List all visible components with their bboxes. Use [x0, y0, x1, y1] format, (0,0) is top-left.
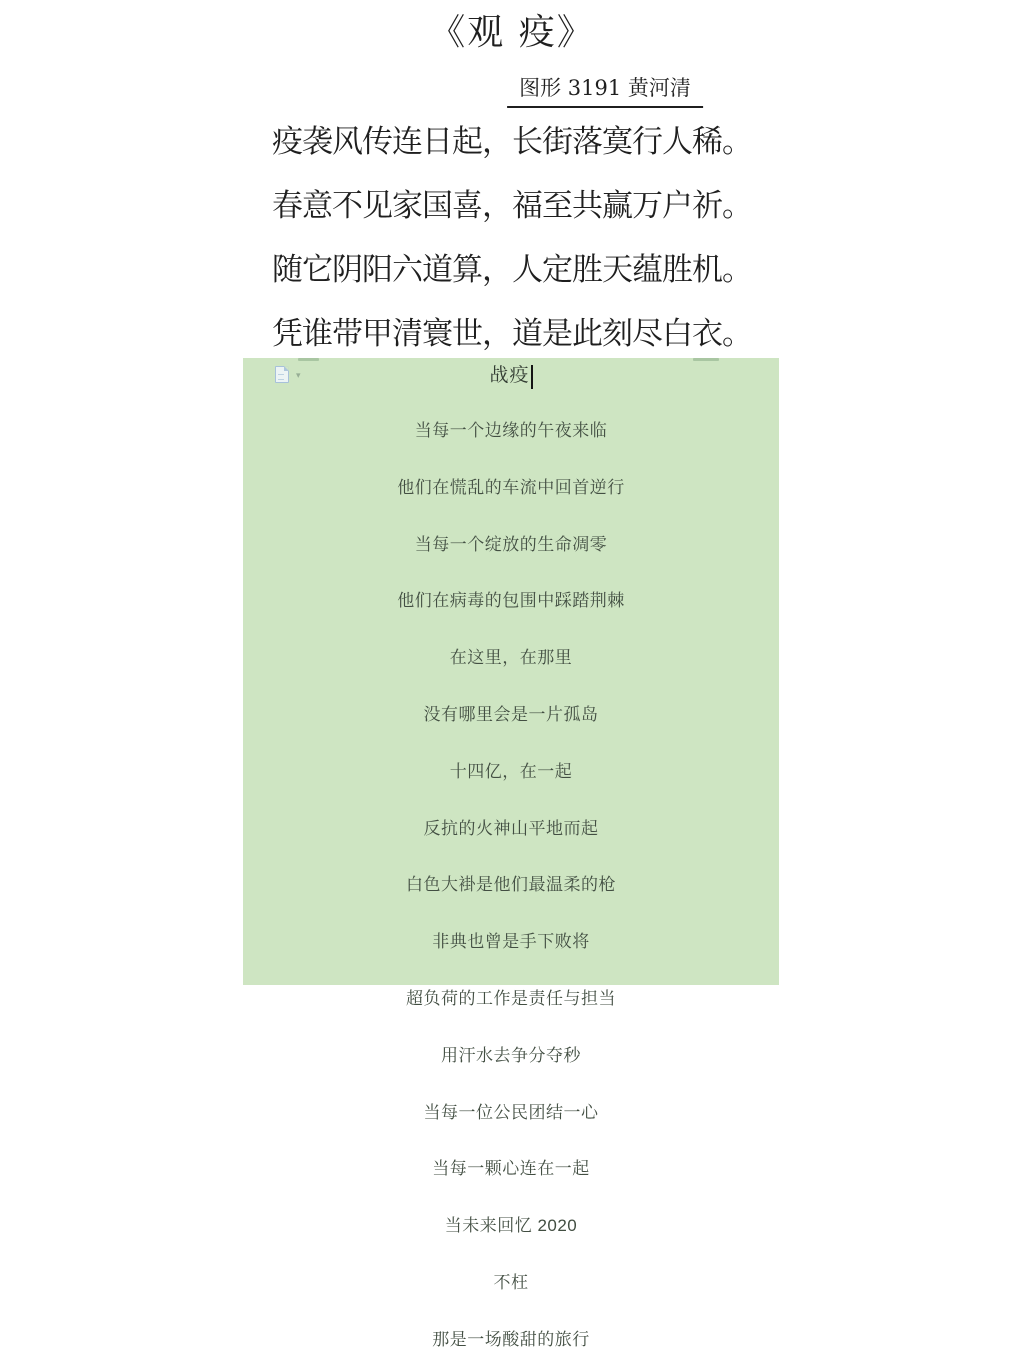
text-cursor — [531, 365, 533, 389]
doc-body[interactable] — [243, 417, 779, 1354]
stanza-line[interactable]: 反抗的火神山平地而起 — [423, 818, 599, 838]
stanza-line[interactable]: 十四亿，在一起 — [449, 761, 573, 781]
stanza-line[interactable]: 当每一个绽放的生命凋零 — [414, 534, 608, 554]
poem-line: 疫袭风传连日起，长街落寞行人稀。 — [272, 124, 752, 160]
dropdown-caret-icon: ▾ — [296, 370, 301, 380]
stanza-line[interactable]: 不枉 — [493, 1272, 529, 1292]
poem-title: 《观 疫》 — [429, 12, 595, 53]
stanza-line[interactable]: 当未来回忆 2020 — [444, 1216, 578, 1236]
stanza-line[interactable]: 没有哪里会是一片孤岛 — [423, 704, 599, 724]
selection-artifact — [693, 358, 719, 361]
poem-line: 春意不见家国喜，福至共赢万户祈。 — [272, 188, 752, 224]
stanza-line[interactable]: 他们在病毒的包围中踩踏荆棘 — [397, 591, 625, 611]
selection-artifact — [298, 358, 319, 361]
poem-attribution: 图形 3191 黄河清 — [507, 72, 703, 108]
pasted-document[interactable] — [243, 358, 779, 1349]
stanza — [243, 417, 779, 616]
stanza-line[interactable]: 他们在慌乱的车流中回首逆行 — [397, 477, 625, 497]
stanza-line[interactable]: 用汗水去争分夺秒 — [441, 1045, 581, 1065]
stanza-line[interactable]: 白色大褂是他们最温柔的枪 — [406, 875, 616, 895]
stanza — [243, 871, 779, 1070]
stanza-line[interactable]: 在这里，在那里 — [449, 648, 573, 668]
doc-title-row[interactable] — [243, 362, 779, 389]
stanza-line[interactable]: 非典也曾是手下败将 — [432, 932, 590, 952]
stanza — [243, 644, 779, 843]
stanza-line[interactable]: 超负荷的工作是责任与担当 — [406, 988, 616, 1008]
poem-line: 随它阴阳六道算，人定胜天蕴胜机。 — [272, 252, 752, 288]
poem-line: 凭谁带甲清寰世，道是此刻尽白衣。 — [272, 316, 752, 352]
stanza-line[interactable]: 那是一场酸甜的旅行 — [432, 1329, 590, 1349]
stanza-line[interactable]: 当每一个边缘的午夜来临 — [414, 421, 608, 440]
stanza — [243, 1099, 779, 1354]
doc-title[interactable]: 战疫 — [489, 365, 530, 386]
stanza-line[interactable]: 当每一位公民团结一心 — [423, 1102, 599, 1122]
stanza-line[interactable]: 当每一颗心连在一起 — [432, 1159, 590, 1179]
calligraphy-poem — [0, 110, 1024, 366]
